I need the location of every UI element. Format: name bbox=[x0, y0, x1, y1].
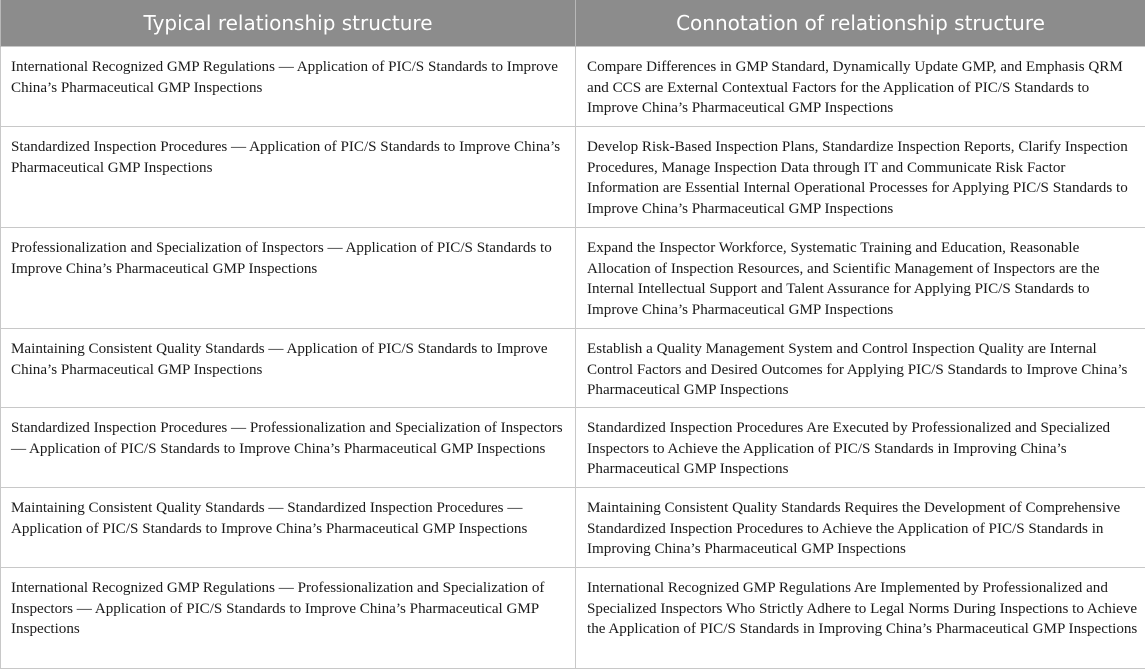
table-row bbox=[1, 47, 1145, 127]
structure-cell: Standardized Inspection Procedures — Professionalization and Specialization of Inspectors — Application of PIC/S Standards to Improve China’s Pharmaceutical GMP Inspections bbox=[1, 408, 576, 488]
structure-cell: International Recognized GMP Regulations — Application of PIC/S Standards to Improve China’s Pharmaceutical GMP Inspections bbox=[1, 47, 576, 127]
table-header bbox=[1, 0, 1145, 47]
table-body bbox=[1, 47, 1145, 669]
structure-cell: Maintaining Consistent Quality Standards — Standardized Inspection Procedures — Application of PIC/S Standards to Improve China’s Pharmaceutical GMP Inspections bbox=[1, 488, 576, 568]
connotation-cell: Establish a Quality Management System and Control Inspection Quality are Internal Control Factors and Desired Outcomes for Applying PIC/S Standards to Improve China’s Pharmaceutical GMP Inspections bbox=[576, 329, 1145, 408]
table-row bbox=[1, 568, 1145, 669]
connotation-cell: Develop Risk-Based Inspection Plans, Standardize Inspection Reports, Clarify Inspection Procedures, Manage Inspection Data through IT and Communicate Risk Factor Information are Essential Internal Operational Processes for Applying PIC/S Standards to Improve China’s Pharmaceutical GMP Inspections bbox=[576, 127, 1145, 228]
connotation-cell: Standardized Inspection Procedures Are Executed by Professionalized and Specialized Inspectors to Achieve the Application of PIC/S Standards in Improving China’s Pharmaceutical GMP Inspections bbox=[576, 408, 1145, 488]
table-row bbox=[1, 488, 1145, 568]
connotation-cell: International Recognized GMP Regulations Are Implemented by Professionalized and Specialized Inspectors Who Strictly Adhere to Legal Norms During Inspections to Achieve the Application of PIC/S Standards in Improving China’s Pharmaceutical GMP Inspections bbox=[576, 568, 1145, 669]
header-typical-relationship-structure: Typical relationship structure bbox=[1, 0, 576, 47]
connotation-cell: Expand the Inspector Workforce, Systematic Training and Education, Reasonable Allocation of Inspection Resources, and Scientific Management of Inspectors are the Internal Intellectual Support and Talent Assurance for Applying PIC/S Standards to Improve China’s Pharmaceutical GMP Inspections bbox=[576, 228, 1145, 329]
header-row bbox=[1, 0, 1145, 47]
connotation-cell: Maintaining Consistent Quality Standards Requires the Development of Comprehensive Standardized Inspection Procedures to Achieve the Application of PIC/S Standards in Improving China’s Pharmaceutical GMP Inspections bbox=[576, 488, 1145, 568]
table-row bbox=[1, 127, 1145, 228]
structure-cell: International Recognized GMP Regulations — Professionalization and Specialization of Inspectors — Application of PIC/S Standards to Improve China’s Pharmaceutical GMP Inspections bbox=[1, 568, 576, 669]
table-row bbox=[1, 408, 1145, 488]
structure-cell: Maintaining Consistent Quality Standards — Application of PIC/S Standards to Improve China’s Pharmaceutical GMP Inspections bbox=[1, 329, 576, 408]
structure-cell: Professionalization and Specialization of Inspectors — Application of PIC/S Standards to Improve China’s Pharmaceutical GMP Inspections bbox=[1, 228, 576, 329]
table-row bbox=[1, 228, 1145, 329]
connotation-cell: Compare Differences in GMP Standard, Dynamically Update GMP, and Emphasis QRM and CCS are External Contextual Factors for the Application of PIC/S Standards to Improve China’s Pharmaceutical GMP Inspections bbox=[576, 47, 1145, 127]
table-row bbox=[1, 329, 1145, 408]
header-connotation-of-relationship-structure: Connotation of relationship structure bbox=[576, 0, 1145, 47]
structure-cell: Standardized Inspection Procedures — Application of PIC/S Standards to Improve China’s Pharmaceutical GMP Inspections bbox=[1, 127, 576, 228]
